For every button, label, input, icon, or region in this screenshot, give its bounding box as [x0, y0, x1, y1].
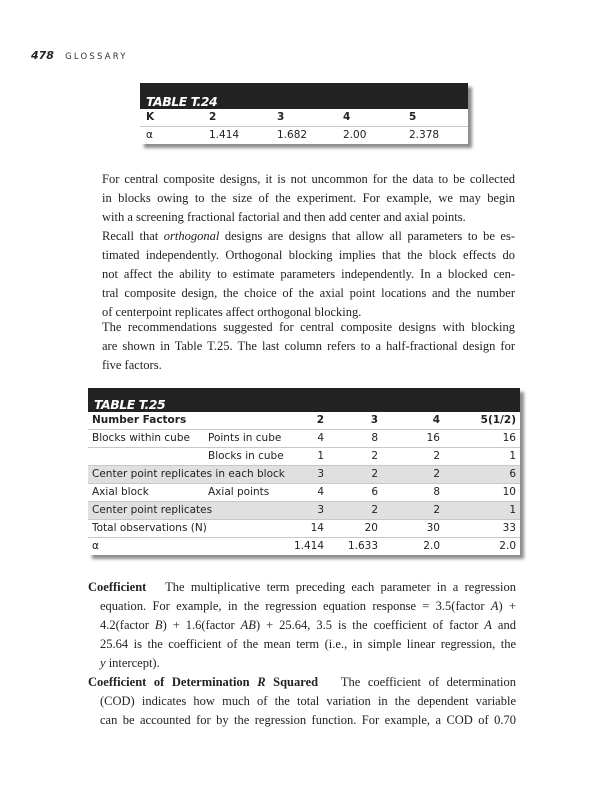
cell-value: 33	[502, 522, 516, 534]
cell-value: 2	[371, 450, 378, 462]
cell-value: 2	[433, 468, 440, 480]
t25-header-label: Number Factors	[92, 414, 187, 426]
text-span: The multiplicative term preceding each parameter in a regression	[165, 580, 516, 594]
variable: y	[100, 656, 106, 670]
cell-value: 1.414	[293, 540, 324, 552]
row-label: α	[92, 540, 99, 552]
cell-value: 20	[364, 522, 378, 534]
cell-value: 10	[502, 486, 516, 498]
text-span: Coefficient of Determination	[88, 675, 258, 689]
t24-val-2: 1.414	[209, 129, 240, 141]
table-t24-title: TABLE T.24	[140, 83, 468, 109]
t24-val-4: 2.00	[343, 129, 367, 141]
glossary-term: Coefficient	[88, 580, 147, 594]
variable: B	[154, 618, 163, 632]
text-line: (COD) indicates how much of the total variation in the dependent variable	[100, 694, 516, 708]
variable: R	[257, 675, 266, 689]
table-row	[88, 502, 520, 520]
table-t25-body	[88, 430, 520, 555]
t24-val-5: 2.378	[409, 129, 440, 141]
cell-value: 2.0	[423, 540, 440, 552]
row-label: Blocks within cube	[92, 432, 190, 444]
t25-header-4: 4	[432, 414, 440, 426]
cell-value: 8	[433, 486, 440, 498]
t25-header-3: 3	[370, 414, 378, 426]
cell-value: 1	[509, 504, 516, 516]
cell-value: 1	[317, 450, 324, 462]
t24-val-3: 1.682	[277, 129, 308, 141]
paragraph-blocking-intro	[102, 170, 515, 227]
cell-value: 2	[433, 450, 440, 462]
text-line	[88, 654, 516, 673]
cell-value: 6	[509, 468, 516, 480]
table-row	[88, 448, 520, 466]
table-t24	[140, 83, 468, 144]
row-label: Axial block	[92, 486, 149, 498]
cell-value: 16	[426, 432, 440, 444]
text-span: ) +	[498, 599, 517, 613]
text-span: Squared	[265, 675, 319, 689]
glossary-entry-cod	[88, 673, 516, 730]
cell-value: 2	[371, 468, 378, 480]
table-t25	[88, 388, 520, 555]
variable: A	[484, 618, 492, 632]
text-span: Recall that	[102, 229, 164, 243]
table-row	[88, 484, 520, 502]
glossary-term	[88, 675, 318, 689]
text-line: 25.64 is the coefficient of the mean term (i.e., in simple linear regression, the	[100, 637, 516, 651]
t24-col-k: K	[146, 111, 155, 123]
table-t24-alpha-row	[140, 127, 468, 144]
text-line	[88, 673, 516, 692]
cell-value: 3	[317, 504, 324, 516]
cell-value: 30	[426, 522, 440, 534]
text-line	[102, 227, 515, 246]
cell-value: 4	[317, 486, 324, 498]
cell-value: 2	[371, 504, 378, 516]
cell-value: 16	[502, 432, 516, 444]
page-number: 478	[31, 49, 54, 62]
cell-value: 8	[371, 432, 378, 444]
cell-value: 1	[509, 450, 516, 462]
text-line: not affect the ability to estimate parameters independently. In a blocked cen-	[102, 267, 515, 281]
table-row	[88, 538, 520, 555]
cell-value: 14	[310, 522, 324, 534]
row-sublabel: Axial points	[208, 486, 270, 498]
t24-col-4: 4	[343, 111, 351, 123]
page-header	[31, 44, 128, 63]
cell-value: 2.0	[499, 540, 516, 552]
text-span: equation. For example, in the regression equation response = 3.5(factor	[100, 599, 491, 613]
running-head: GLOSSARY	[65, 52, 128, 62]
t24-col-3: 3	[277, 111, 285, 123]
text-line: timated independently. Orthogonal blocking implies that the block effects do	[102, 248, 515, 262]
glossary-entry-coefficient	[88, 578, 516, 673]
text-line	[88, 597, 516, 616]
cell-value: 2	[433, 504, 440, 516]
text-span: and	[491, 618, 516, 632]
table-t25-title: TABLE T.25	[88, 388, 520, 412]
text-line	[88, 578, 516, 597]
table-t25-header-row	[88, 412, 520, 430]
row-sublabel: Points in cube	[208, 432, 282, 444]
text-span: designs are designs that allow all parameters to be es-	[219, 229, 515, 243]
t25-header-5: 5(1/2)	[480, 414, 516, 426]
variable: A	[490, 599, 499, 613]
row-sublabel: Blocks in cube	[208, 450, 284, 462]
row-label: Center point replicates in each block	[92, 468, 285, 480]
variable: AB	[240, 618, 256, 632]
table-row	[88, 430, 520, 448]
text-span: 4.2(factor	[100, 618, 155, 632]
table-row	[88, 520, 520, 538]
text-span: ) + 25.64, 3.5 is the coefficient of factor	[255, 618, 485, 632]
text-span: The coefficient of determination	[340, 675, 517, 689]
row-label: Center point replicates	[92, 504, 213, 516]
text-line: in blocks owing to the size of the experiment. For example, we may begin	[102, 191, 515, 205]
paragraph-recommendations	[102, 318, 515, 375]
cell-value: 1.633	[347, 540, 378, 552]
emphasis-orthogonal: orthogonal	[163, 229, 220, 243]
text-line: can be accounted for by the regression function. For example, a COD of 0.70	[100, 713, 516, 727]
row-label: Total observations (N)	[92, 522, 207, 534]
t24-alpha-label: α	[146, 129, 153, 141]
text-line: are shown in Table T.25. The last column refers to a half-fractional design for	[102, 339, 515, 353]
text-line: with a screening fractional factorial and then add center and axial points.	[102, 210, 466, 224]
text-line: For central composite designs, it is not uncommon for the data to be collected	[102, 172, 515, 186]
table-t24-header-row	[140, 109, 468, 127]
text-line: The recommendations suggested for central composite designs with blocking	[102, 320, 515, 334]
paragraph-orthogonal	[102, 227, 515, 322]
text-line: tral composite design, the choice of the axial point locations and the number	[102, 286, 515, 300]
table-row	[88, 466, 520, 484]
text-span: intercept).	[105, 656, 160, 670]
t24-col-2: 2	[209, 111, 217, 123]
cell-value: 6	[371, 486, 378, 498]
text-line: of centerpoint replicates affect orthogonal blocking.	[102, 305, 362, 319]
t24-col-5: 5	[409, 111, 417, 123]
text-line: five factors.	[102, 358, 162, 372]
text-span: ) + 1.6(factor	[162, 618, 241, 632]
cell-value: 4	[317, 432, 324, 444]
text-line	[88, 616, 516, 635]
t25-header-2: 2	[316, 414, 324, 426]
cell-value: 3	[317, 468, 324, 480]
